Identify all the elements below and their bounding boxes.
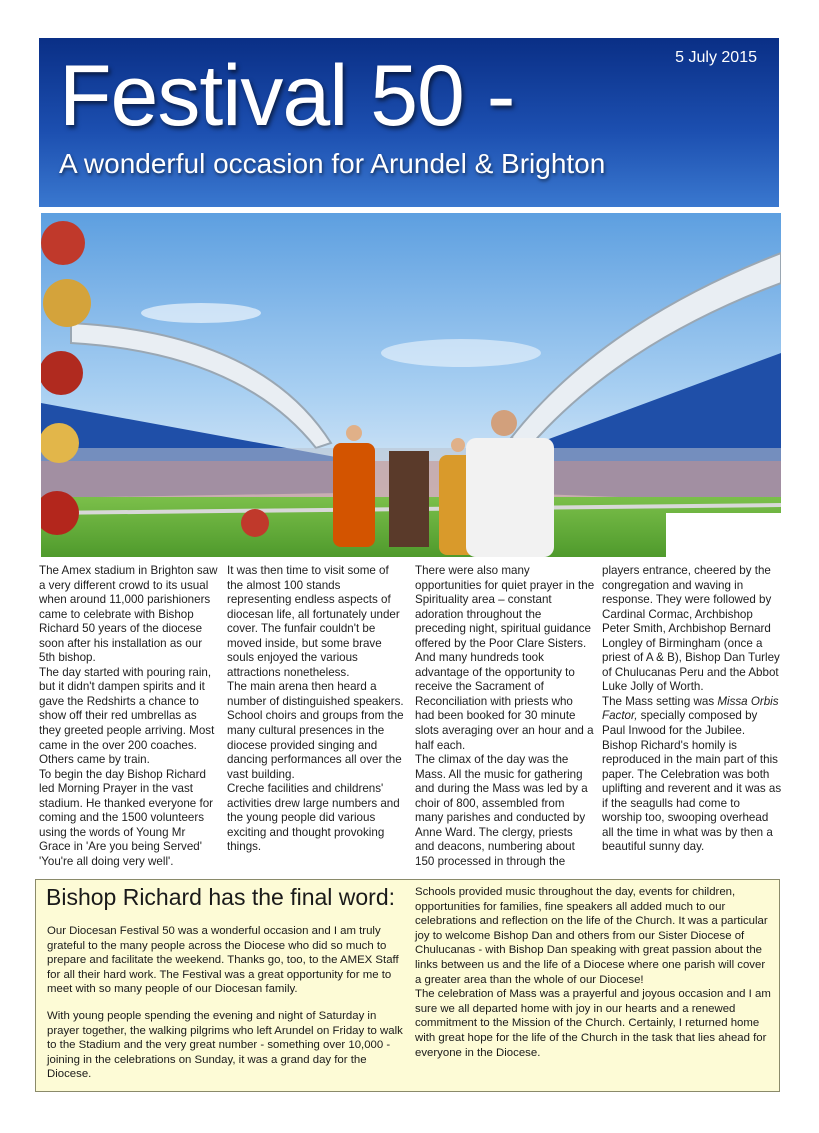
bishop-left-column <box>47 924 407 1094</box>
paragraph: School choirs and groups from the many cultural presences in the diocese provided singing and dancing performances all over the vast building. <box>227 709 404 781</box>
mass-setting-text: specially composed by Paul Inwood for the Jubilee. <box>602 709 758 738</box>
paragraph: Our Diocesan Festival 50 was a wonderful occasion and I am truly grateful to the many people across the Diocese who did so much to prepare and facilitate the weekend. Thanks go, too, to the AMEX Staff for all their hard work. The Festival was a great opportunity for me to meet with so many people of our Diocesan family. <box>47 925 399 996</box>
priest-red <box>333 443 375 547</box>
paragraph: Creche facilities and childrens' activities drew large numbers and the young people did various exciting and thought provoking things. <box>227 782 400 854</box>
paragraph: The Amex stadium in Brighton saw a very different crowd to its usual when around 11,000 parishioners came to celebrate with Bishop Richard 50 years of the diocese soon after his installation as our 5th bishop. <box>39 564 218 665</box>
priest-white <box>466 438 554 557</box>
article-body <box>39 564 781 869</box>
article-column-3 <box>415 564 595 869</box>
paragraph: Bishop Richard's homily is reproduced in the main part of this paper. The Celebration was both uplifting and reverent and it was as if the seagulls had come to worship too, swooping overhead all the time in what was by then a beautiful sunny day. <box>602 738 782 854</box>
paragraph: The day started with pouring rain, but it didn't dampen spirits and it gave the Redshirts a chance to show off their red umbrellas as they greeted people arriving. Most came in the over 200 coaches. Others came by train. <box>39 665 215 767</box>
paragraph: The celebration of Mass was a prayerful and joyous occasion and I am sure we all departed home with joy in our hearts and a renewed commitment to the Mission of the Church. Certainly, I returned home with great hope for the life of the Church in the task that lies ahead for everyone in the Diocese. <box>415 988 771 1059</box>
page-subtitle: A wonderful occasion for Arundel & Brighton <box>59 148 606 179</box>
paragraph: The main arena then heard a number of distinguished speakers. <box>227 680 404 708</box>
article-column-4 <box>602 564 782 855</box>
masthead <box>39 38 779 207</box>
mass-setting-title: Missa Orbis Factor, <box>602 694 779 723</box>
bishop-message-box <box>35 879 780 1092</box>
paragraph: With young people spending the evening and night of Saturday in prayer together, the walking pilgrims who left Arundel on Friday to walk to the Stadium and the very great number - something over 10,000 - joining in the celebrations on Sunday, it was a grand day for the Diocese. <box>47 1009 403 1081</box>
article-column-2 <box>227 564 407 855</box>
paragraph: It was then time to visit some of the almost 100 stands representing endless aspects of diocesan life, all fortunately under cover. The funfair couldn't be moved inside, but some brave souls enjoyed the various attractions nonetheless. <box>227 564 400 679</box>
bishop-right-column <box>415 885 773 1060</box>
paragraph <box>602 695 782 739</box>
paragraph: players entrance, cheered by the congregation and waving in response. They were followed by Cardinal Cormac, Archbishop Peter Smith, Archbishop Bernard Longley of Birmingham (once a priest of A & B), Bishop Dan Turley of Chulucanas Peru and the Abbot Luke Jolly of Worth. <box>602 564 780 694</box>
paragraph: There were also many opportunities for quiet prayer in the Spirituality area – constant adoration throughout the preceding night, spiritual guidance offered by the Poor Clare Sisters. And many hundreds took advantage of the opportunity to receive the Sacrament of Reconciliation with priests who had been booked for 30 minute slots averaging over an hour and a half each. <box>415 564 595 752</box>
page-title: Festival 50 - <box>59 48 515 144</box>
article-column-1 <box>39 564 219 869</box>
paragraph: To begin the day Bishop Richard led Morning Prayer in the vast stadium. He thanked everyone for coming and the 1500 volunteers using the words of Young Mr Grace in 'Are you being Served' 'You're all doing very well'. <box>39 767 214 868</box>
bishop-heading: Bishop Richard has the final word: <box>46 884 396 910</box>
paragraph: The climax of the day was the Mass. All the music for gathering and during the Mass was led by a choir of 800, assembled from many parishes and conducted by Anne Ward. The clergy, priests and deacons, numbering about 150 processed in through the <box>415 753 588 868</box>
mass-setting-text: The Mass setting was <box>602 694 718 708</box>
paragraph: Schools provided music throughout the day, events for children, opportunities for families, fine speakers all added much to our celebrations and reflection on the life of the Church. It was a particular joy to welcome Bishop Dan and others from our Sister Diocese of Chulucanas - with Bishop Dan speaking with great passion about the links between us and the life of a Diocese where one parish will cover a greater area than the whole of our Diocese! <box>415 886 768 986</box>
issue-date: 5 July 2015 <box>675 49 757 66</box>
stadium-mass-photo <box>41 213 781 557</box>
